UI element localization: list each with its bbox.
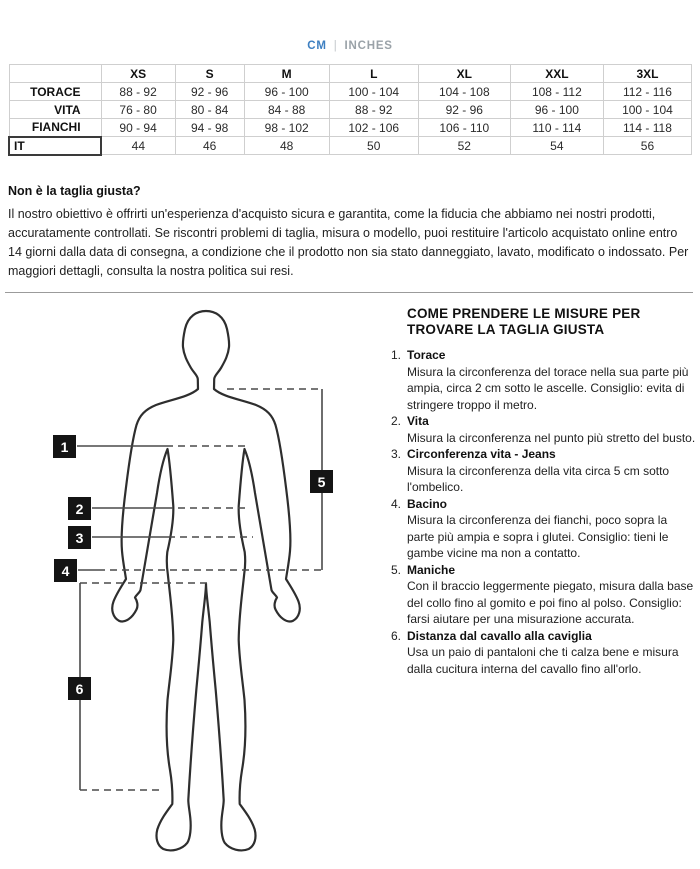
body-outline [112,311,300,850]
size-column-header-xl: XL [418,65,510,83]
section-divider [5,292,693,293]
size-row-label-torace: TORACE [9,83,101,101]
measure-item-number: 1. [391,348,402,362]
size-column-header-l: L [329,65,418,83]
measure-item-title: Vita [407,414,429,428]
measure-item-number: 5. [391,562,402,577]
size-table [8,64,692,156]
size-cell: 108 - 112 [510,83,603,101]
table-row-fianchi [9,119,692,137]
table-row-torace [9,83,692,101]
measure-item-description: Usa un paio di pantaloni che ti calza bene e misura dalla cucitura interna del cavallo fino all'orlo. [407,645,679,676]
size-cell: 46 [175,137,244,155]
diagram-marker-1: 1 [53,435,76,458]
size-cell: 102 - 106 [329,119,418,137]
size-cell: 114 - 118 [603,119,691,137]
diagram-marker-2: 2 [68,497,91,520]
measure-item-description: Misura la circonferenza nel punto più stretto del busto. [407,430,696,445]
size-cell: 76 - 80 [101,101,175,119]
size-column-header-xxl: XXL [510,65,603,83]
table-row-it [9,137,692,155]
size-cell: 54 [510,137,603,155]
measure-item-vita-jeans [391,446,697,496]
measure-item-number: 6. [391,628,402,643]
measure-item-vita [391,413,697,446]
measure-guide-heading-line2: TROVARE LA TAGLIA GIUSTA [407,322,605,337]
size-cell: 96 - 100 [510,101,603,119]
return-policy-heading: Non è la taglia giusta? [8,184,141,198]
measure-item-title: Torace [407,348,446,362]
measurement-diagram-section [0,300,700,869]
size-cell: 100 - 104 [603,101,691,119]
diagram-marker-4: 4 [54,559,77,582]
diagram-marker-3: 3 [68,526,91,549]
measure-item-title: Bacino [407,496,448,511]
size-cell: 106 - 110 [418,119,510,137]
return-policy-section [8,184,694,281]
measure-item-description: Misura la circonferenza della vita circa 5 cm sotto l'ombelico. [407,463,670,494]
size-cell: 96 - 100 [244,83,329,101]
size-cell: 52 [418,137,510,155]
size-column-header-empty [9,65,101,83]
measure-item-description: Misura la circonferenza dei fianchi, poco sopra la parte più ampia e sopra i glutei. Consiglio: tieni le gambe vicine ma non a contatto. [407,513,669,560]
diagram-marker-6: 6 [68,677,91,700]
table-row-vita [9,101,692,119]
size-row-label-fianchi: FIANCHI [9,119,101,137]
size-cell: 88 - 92 [101,83,175,101]
measure-item-description: Misura la circonferenza del torace nella sua parte più ampia, circa 2 cm sotto le ascelle. Consiglio: evita di stringere troppo il metro. [407,364,689,412]
unit-cm-button[interactable]: CM [307,40,327,52]
size-column-header-s: S [175,65,244,83]
measure-item-number: 2. [391,414,402,428]
measure-item-title: Maniche [407,562,456,577]
measure-item-maniche [391,562,697,628]
size-cell: 92 - 96 [175,83,244,101]
body-figure-diagram [0,300,400,869]
size-cell: 44 [101,137,175,155]
measure-guide [391,306,697,677]
unit-inches-button[interactable]: INCHES [344,40,393,52]
measure-guide-heading [407,306,697,338]
size-cell: 80 - 84 [175,101,244,119]
return-policy-text: Il nostro obiettivo è offrirti un'esperienza d'acquisto sicura e garantita, come la fiducia che abbiamo nei nostri prodotti, accuratamente controllati. Se riscontri problemi di taglia, misura o modello, puoi restituire l'articolo acquistato online entro 14 giorni dalla data di consegna, a condizione che il prodotto non sia stato danneggiato, lavato, modificato o indossato. Per maggiori dettagli, consulta la nostra politica sui resi. [8,207,689,278]
size-cell: 104 - 108 [418,83,510,101]
size-cell: 110 - 114 [510,119,603,137]
size-cell: 50 [329,137,418,155]
measure-item-title: Circonferenza vita - Jeans [407,447,556,461]
unit-toggle-separator: | [333,40,338,52]
size-cell: 92 - 96 [418,101,510,119]
measure-guide-list [391,347,697,677]
measure-item-cavallo-caviglia [391,628,697,678]
size-table-header-row [9,65,692,83]
size-cell: 100 - 104 [329,83,418,101]
diagram-marker-5: 5 [310,470,333,493]
measure-item-number: 3. [391,447,402,461]
size-cell: 84 - 88 [244,101,329,119]
size-cell: 94 - 98 [175,119,244,137]
size-cell: 98 - 102 [244,119,329,137]
size-cell: 48 [244,137,329,155]
size-cell: 56 [603,137,691,155]
size-column-header-xs: XS [101,65,175,83]
measure-item-description: Con il braccio leggermente piegato, misura dalla base del collo fino al gomito e poi fino al polso. Consiglio: farsi aiutare per una misurazione accurata. [407,579,694,626]
size-column-header-m: M [244,65,329,83]
size-cell: 112 - 116 [603,83,691,101]
size-column-header-3xl: 3XL [603,65,691,83]
size-row-label-vita: VITA [9,101,101,119]
size-cell: 88 - 92 [329,101,418,119]
measure-item-bacino [391,496,697,562]
measure-lines [77,389,322,790]
size-cell: 90 - 94 [101,119,175,137]
size-row-label-it[interactable]: IT [9,137,101,155]
measure-item-title: Distanza dal cavallo alla caviglia [407,628,592,643]
measure-item-torace [391,347,697,413]
measure-item-number: 4. [391,496,402,511]
unit-toggle [0,40,700,52]
measure-guide-heading-line1: COME PRENDERE LE MISURE PER [407,306,641,321]
